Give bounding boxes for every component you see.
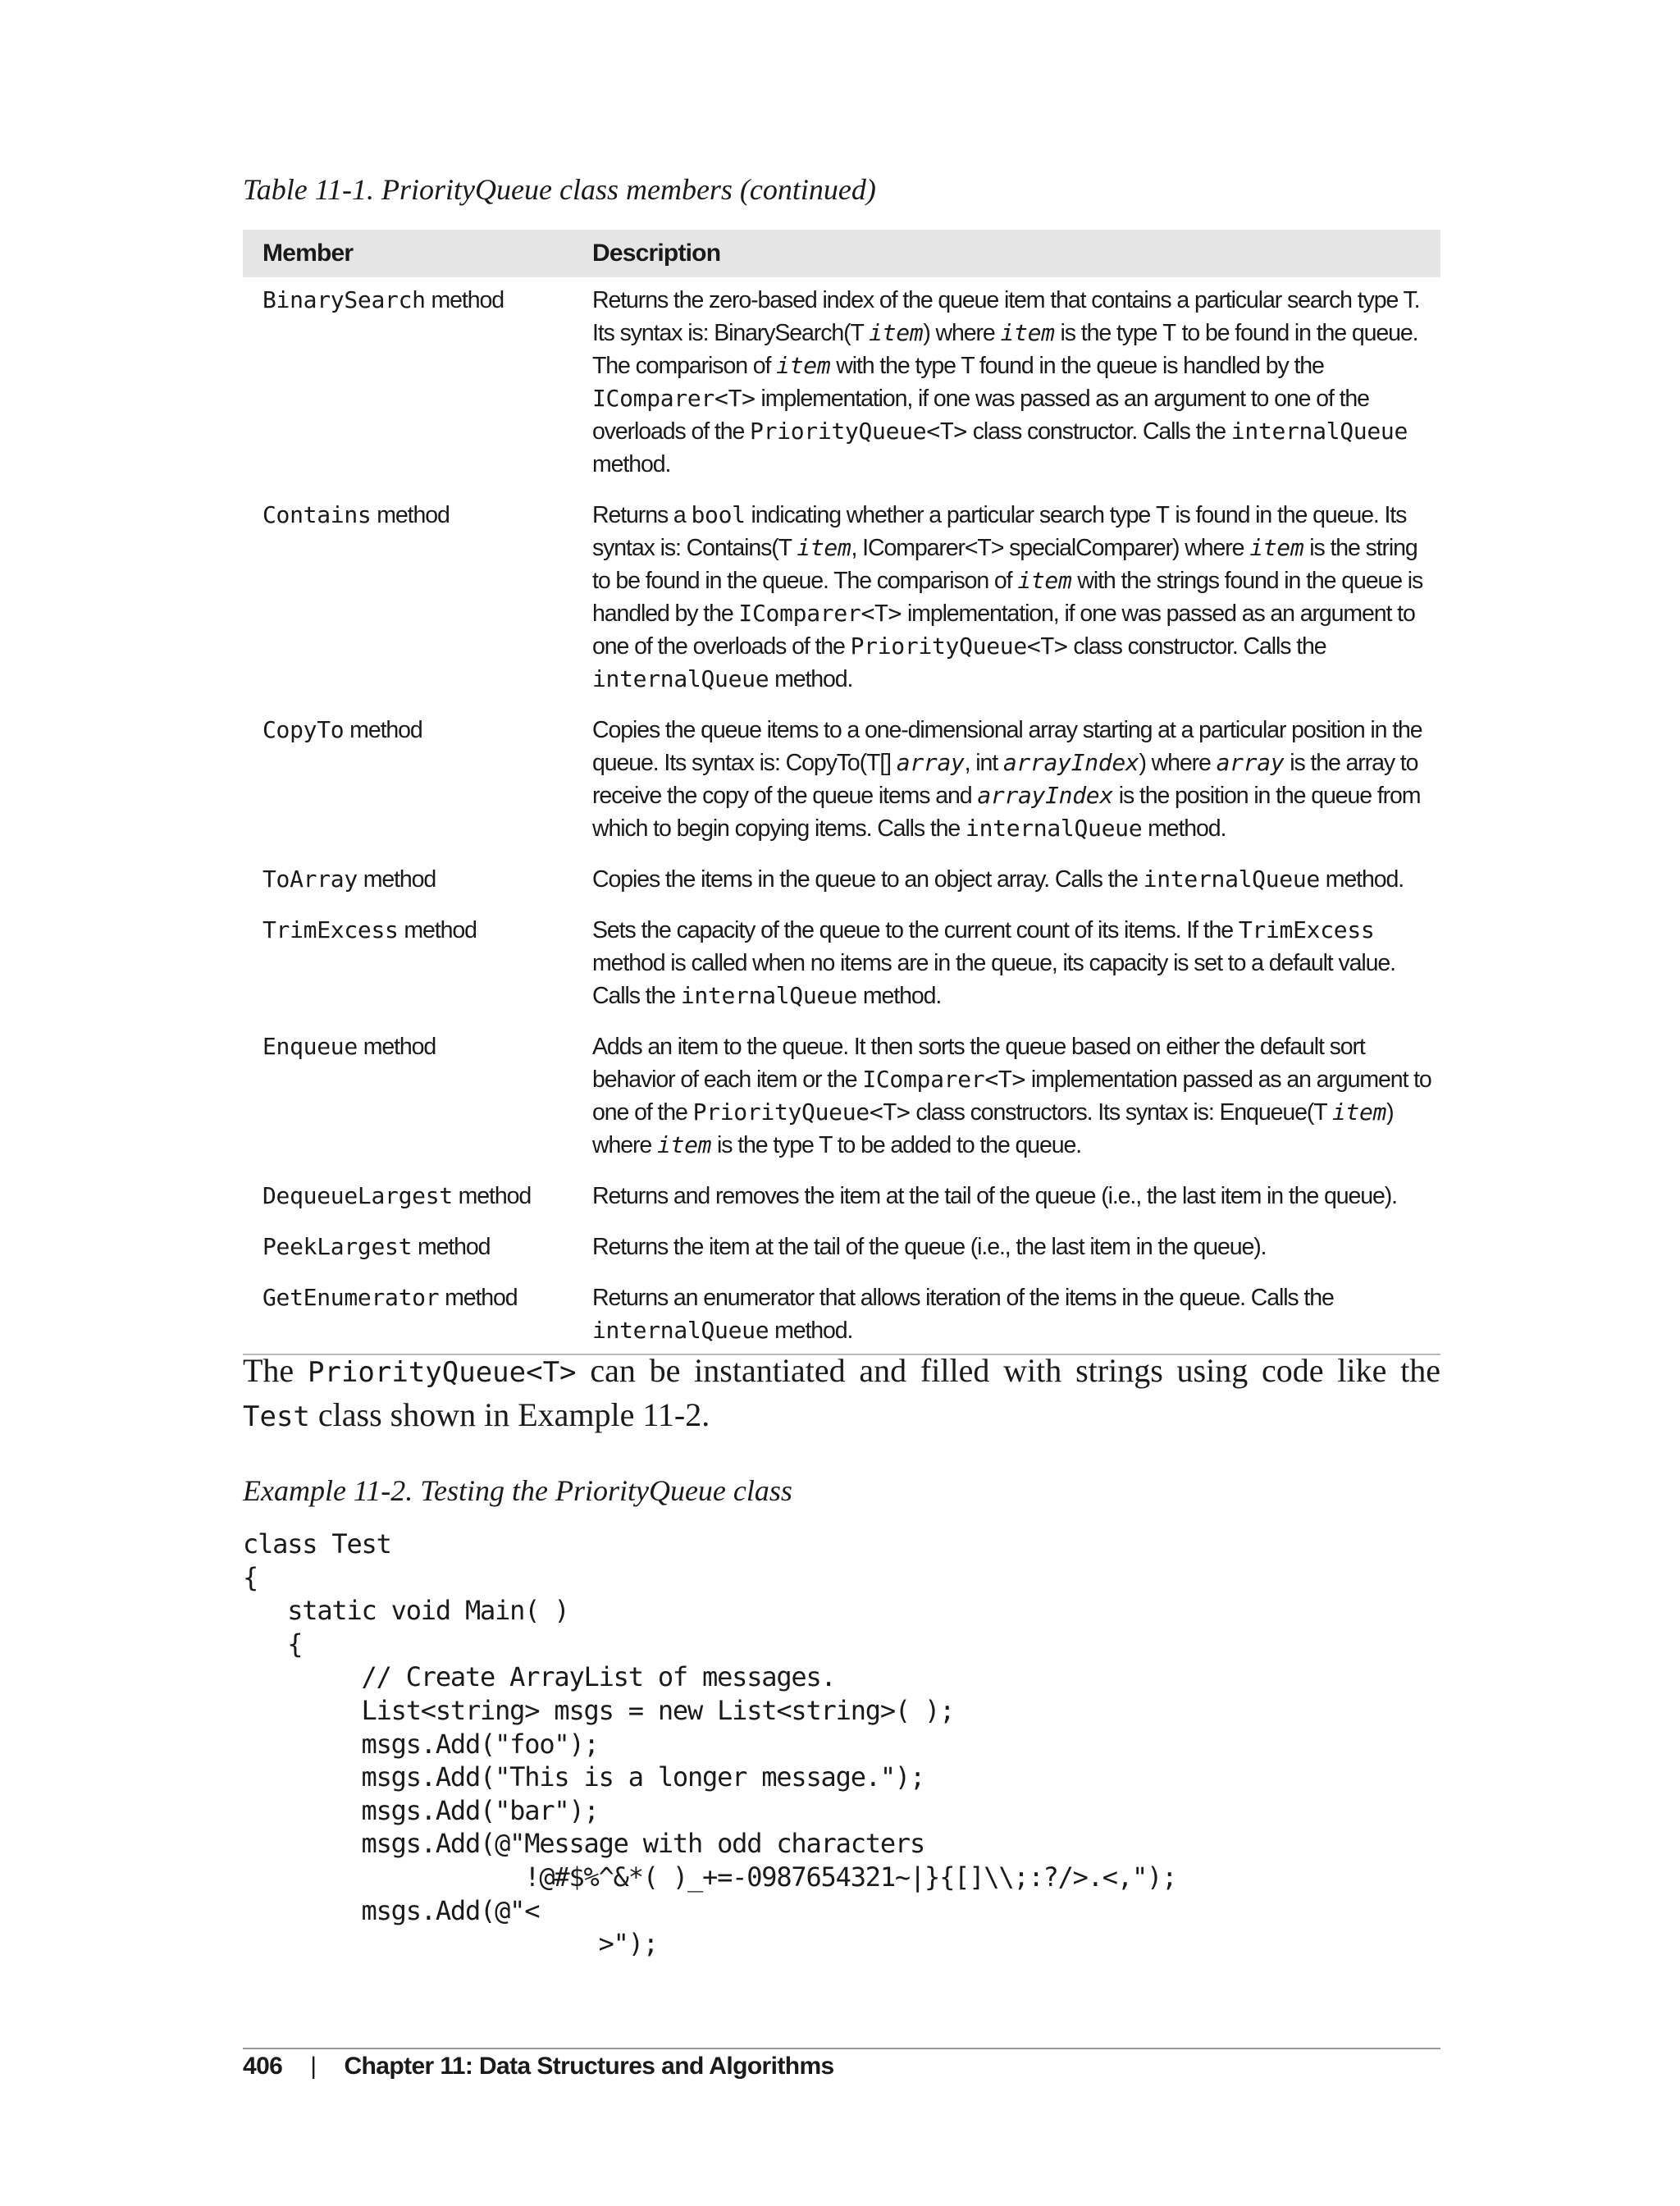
description-text: class constructors. Its syntax is: Enqueue(T <box>910 1099 1332 1126</box>
member-name: TrimExcess <box>262 916 399 943</box>
description-cell <box>582 492 1440 707</box>
description-code: array <box>896 749 965 776</box>
description-code: IComparer<T> <box>862 1066 1026 1093</box>
description-cell <box>582 277 1440 492</box>
member-cell <box>243 1173 582 1224</box>
table-caption: Table 11-1. PriorityQueue class members (continued) <box>243 173 876 206</box>
description-text: implementation passed as an argument to one of the <box>592 1066 1431 1126</box>
description-text: is the position in the queue from which to begin copying items. Calls the <box>592 783 1421 842</box>
description-text: class constructor. Calls the <box>1067 633 1326 660</box>
member-kind: method <box>425 287 504 313</box>
page-number: 406 <box>243 2053 283 2080</box>
description-cell <box>582 1173 1440 1224</box>
description-text: method. <box>1142 815 1226 842</box>
member-name: PeekLargest <box>262 1233 413 1260</box>
table-row <box>243 1275 1440 1354</box>
description-text: method. <box>1319 866 1404 893</box>
example-caption: Example 11-2. Testing the PriorityQueue class <box>243 1474 792 1507</box>
member-kind: method <box>439 1285 518 1311</box>
description-code: arrayIndex <box>977 782 1113 809</box>
chapter-title: Chapter 11: Data Structures and Algorithms <box>344 2053 834 2080</box>
table-body <box>243 277 1440 1354</box>
table-header-row <box>243 230 1440 277</box>
description-text: ) where <box>923 320 1001 346</box>
description-code: item <box>797 534 851 561</box>
header-description: Description <box>592 240 721 267</box>
member-kind: method <box>412 1234 491 1260</box>
member-kind: method <box>357 1034 436 1060</box>
description-code: item <box>776 352 831 379</box>
footer-rule <box>243 2048 1440 2049</box>
table-row <box>243 907 1440 1024</box>
table-row <box>243 1224 1440 1275</box>
description-text: Returns and removes the item at the tail of the queue (i.e., the last item in the queue). <box>592 1183 1397 1209</box>
description-code: array <box>1216 749 1285 776</box>
member-name: BinarySearch <box>262 286 426 313</box>
description-code: PriorityQueue<T> <box>850 633 1068 660</box>
table-row <box>243 492 1440 707</box>
paragraph-code-priorityqueue: PriorityQueue<T> <box>308 1356 577 1389</box>
description-code: internalQueue <box>680 982 858 1009</box>
description-text: is found in the queue. Its syntax is: Contains(T <box>592 502 1407 561</box>
description-text: Returns a <box>592 502 692 528</box>
description-text: class constructor. Calls the <box>966 418 1231 445</box>
code-listing: class Test { static void Main( ) { // Create ArrayList of messages. List<string> msgs = new List<string>( ); msgs.Add("foo"); msgs.Add("This is a longer message."); msgs.Add("bar"); msgs.Add(@"Message with odd characters !@#$%^&*( )_+=-0987654321~|}{[]\\;:?/>.<,"); msgs.Add(@"< >"); <box>243 1528 1177 1960</box>
description-cell <box>582 707 1440 856</box>
description-text: with the type T found in the queue is handled by the <box>830 353 1324 379</box>
member-kind: method <box>357 866 436 893</box>
member-cell <box>243 277 582 492</box>
description-text: ) where <box>592 1099 1394 1158</box>
description-text: method. <box>592 451 671 477</box>
description-cell <box>582 1224 1440 1275</box>
member-kind: method <box>398 917 477 943</box>
member-name: CopyTo <box>262 716 345 743</box>
description-code: arrayIndex <box>1002 749 1139 776</box>
description-text: Copies the items in the queue to an object array. Calls the <box>592 866 1144 893</box>
paragraph-text: can be instantiated and filled with strings using code like the <box>576 1352 1441 1389</box>
description-text: Copies the queue items to a one-dimensional array starting at a particular position in the queue. Its syntax is: CopyTo(T[] <box>592 717 1422 776</box>
description-code: TrimExcess <box>1238 916 1375 943</box>
description-text: Returns the item at the tail of the queue (i.e., the last item in the queue). <box>592 1234 1267 1260</box>
description-text: method. <box>769 666 853 692</box>
description-text: , IComparer<T> specialComparer) where <box>851 535 1250 561</box>
description-code: internalQueue <box>1230 418 1408 445</box>
member-cell <box>243 856 582 907</box>
description-text: Returns an enumerator that allows iteration of the items in the queue. Calls the <box>592 1285 1334 1311</box>
description-text: to be found in the queue. The comparison of <box>592 320 1418 379</box>
member-cell <box>243 707 582 856</box>
page-footer <box>243 2053 834 2080</box>
description-text: implementation, if one was passed as an argument to one of the overloads of the <box>592 386 1369 445</box>
paragraph-text: The <box>243 1352 308 1389</box>
member-name: Contains <box>262 501 372 528</box>
description-text: Adds an item to the queue. It then sorts the queue based on either the default sort behavior of each item or the <box>592 1034 1365 1093</box>
table-row <box>243 856 1440 907</box>
description-code: PriorityQueue<T> <box>750 418 967 445</box>
member-name: ToArray <box>262 866 358 893</box>
description-code: item <box>1331 1098 1387 1126</box>
description-code: T <box>1155 501 1170 528</box>
body-paragraph <box>243 1350 1440 1438</box>
member-cell <box>243 1224 582 1275</box>
description-text: method. <box>769 1318 853 1344</box>
member-cell <box>243 1024 582 1173</box>
member-kind: method <box>452 1183 532 1209</box>
description-code: item <box>1249 534 1304 561</box>
description-cell <box>582 907 1440 1024</box>
description-text: is the string to be found in the queue. The comparison of <box>592 535 1418 594</box>
header-member: Member <box>262 240 354 267</box>
description-code: item <box>1017 567 1072 594</box>
description-code: T <box>1162 319 1176 346</box>
member-kind: method <box>371 502 450 528</box>
description-text: is the type T to be added to the queue. <box>711 1132 1082 1158</box>
description-text: ) where <box>1139 750 1217 776</box>
description-text: with the strings found in the queue is handled by the <box>592 568 1423 627</box>
table-row <box>243 707 1440 856</box>
description-code: item <box>1000 319 1055 346</box>
table-row <box>243 1173 1440 1224</box>
description-code: PriorityQueue<T> <box>692 1098 911 1126</box>
description-text: is the type <box>1054 320 1163 346</box>
member-name: GetEnumerator <box>262 1284 440 1311</box>
description-code: IComparer<T> <box>592 385 756 412</box>
member-cell <box>243 1275 582 1354</box>
description-code: item <box>656 1131 712 1158</box>
description-text: method is called when no items are in the queue, its capacity is set to a default value. Calls the <box>592 950 1395 1009</box>
paragraph-text: class shown in Example 11-2. <box>309 1396 710 1433</box>
description-text: implementation, if one was passed as an argument to one of the overloads of the <box>592 601 1415 660</box>
member-cell <box>243 492 582 707</box>
member-kind: method <box>344 717 422 743</box>
description-text: , int <box>964 750 1003 776</box>
description-code: internalQueue <box>592 665 769 692</box>
description-cell <box>582 856 1440 907</box>
description-cell <box>582 1275 1440 1354</box>
description-cell <box>582 1024 1440 1173</box>
priorityqueue-members-table <box>243 230 1440 1355</box>
description-text: is the array to receive the copy of the queue items and <box>592 750 1418 809</box>
description-text: Returns the zero-based index of the queue item that contains a particular search type T. Its syntax is: BinarySearch(T <box>592 287 1420 346</box>
footer-separator: | <box>310 2053 317 2080</box>
paragraph-code-test: Test <box>243 1400 310 1433</box>
description-code: item <box>869 319 924 346</box>
description-code: internalQueue <box>966 815 1143 842</box>
description-code: internalQueue <box>1143 866 1320 893</box>
description-text: Sets the capacity of the queue to the current count of its items. If the <box>592 917 1239 943</box>
description-text: indicating whether a particular search type <box>745 502 1156 528</box>
member-cell <box>243 907 582 1024</box>
table-row <box>243 1024 1440 1173</box>
description-text: method. <box>857 983 942 1009</box>
member-name: Enqueue <box>262 1033 358 1060</box>
description-code: IComparer<T> <box>738 600 902 627</box>
description-code: internalQueue <box>592 1317 769 1344</box>
member-name: DequeueLargest <box>262 1182 453 1209</box>
table-row <box>243 277 1440 492</box>
description-code: bool <box>691 501 746 528</box>
